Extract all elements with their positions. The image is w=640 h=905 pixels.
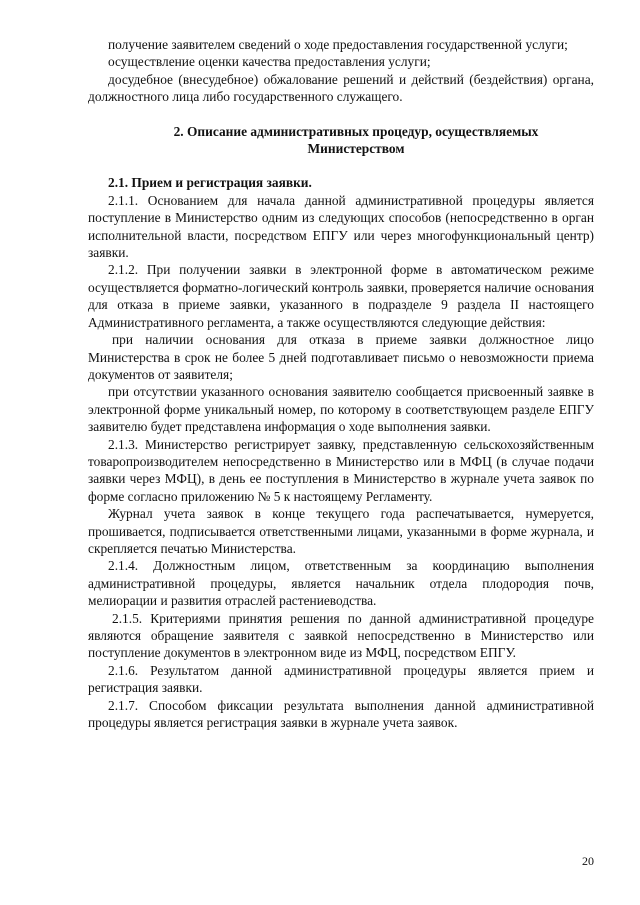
paragraph-journal: Журнал учета заявок в конце текущего года распечатывается, нумеруется, прошивается, подписывается ответственными лицами, указанными в форме журнала, и скрепляется печатью Министерства.	[88, 506, 594, 556]
page-number: 20	[582, 854, 594, 868]
paragraph-2-1-7: 2.1.7. Способом фиксации результата выполнения данной административной процедуры является регистрация заявки в журнале учета заявок.	[88, 697, 594, 731]
section-title-line2: Министерством	[307, 141, 405, 157]
section-title	[88, 123, 594, 158]
paragraph-2-1-3: 2.1.3. Министерство регистрирует заявку, представленную сельскохозяйственным товаропроизводителем непосредственно в Министерство или в МФЦ (в случае подачи заявки через МФЦ), в день ее поступления в Министерство в журнале учета заявок по форме согласно приложению № 5 к настоящему Регламенту.	[88, 436, 594, 504]
paragraph-2-1-1: 2.1.1. Основанием для начала данной административной процедуры является поступление в Министерство одним из следующих способов (непосредственно в орган исполнительной власти, посредством ЕПГУ или через многофункциональный центр) заявки.	[88, 192, 594, 261]
paragraph-refusal-case: при наличии основания для отказа в приеме заявки должностное лицо Министерства в срок не более 5 дней подготавливает письмо о невозможности приема документов от заявителя;	[88, 332, 594, 382]
intro-item: досудебное (внесудебное) обжалование решений и действий (бездействия) органа, должностного лица либо государственного служащего.	[88, 71, 594, 105]
paragraph-no-refusal-case: при отсутствии указанного основания заявителю сообщается присвоенный заявке в электронной форме уникальный номер, по которому в соответствующем разделе ЕПГУ заявителю будет представлена информация о ходе выполнения заявки.	[88, 384, 594, 435]
section-title-line1: 2. Описание административных процедур, осуществляемых	[173, 123, 539, 139]
paragraph-2-1-6: 2.1.6. Результатом данной административной процедуры является прием и регистрация заявки.	[88, 662, 594, 696]
intro-item: получение заявителем сведений о ходе предоставления государственной услуги;	[108, 37, 568, 52]
subsection-title: 2.1. Прием и регистрация заявки.	[108, 175, 312, 191]
document-page	[88, 36, 594, 731]
paragraph-2-1-2: 2.1.2. При получении заявки в электронной форме в автоматическом режиме осуществляется форматно-логический контроль заявки, проверяется наличие основания для отказа в приеме заявки, указанного в подразделе 9 раздела II настоящего Административного регламента, а также осуществляются следующие действия:	[88, 262, 594, 330]
paragraph-2-1-4: 2.1.4. Должностным лицом, ответственным за координацию выполнения административной процедуры, является начальник отдела плодородия почв, мелиорации и развития отраслей растениеводства.	[88, 558, 594, 609]
intro-item: осуществление оценки качества предоставления услуги;	[108, 54, 431, 70]
paragraph-2-1-5: 2.1.5. Критериями принятия решения по данной административной процедуре являются обращение заявителя с заявкой непосредственно в Министерство или поступление документов в электронном виде из МФЦ, посредством ЕПГУ.	[88, 610, 594, 661]
